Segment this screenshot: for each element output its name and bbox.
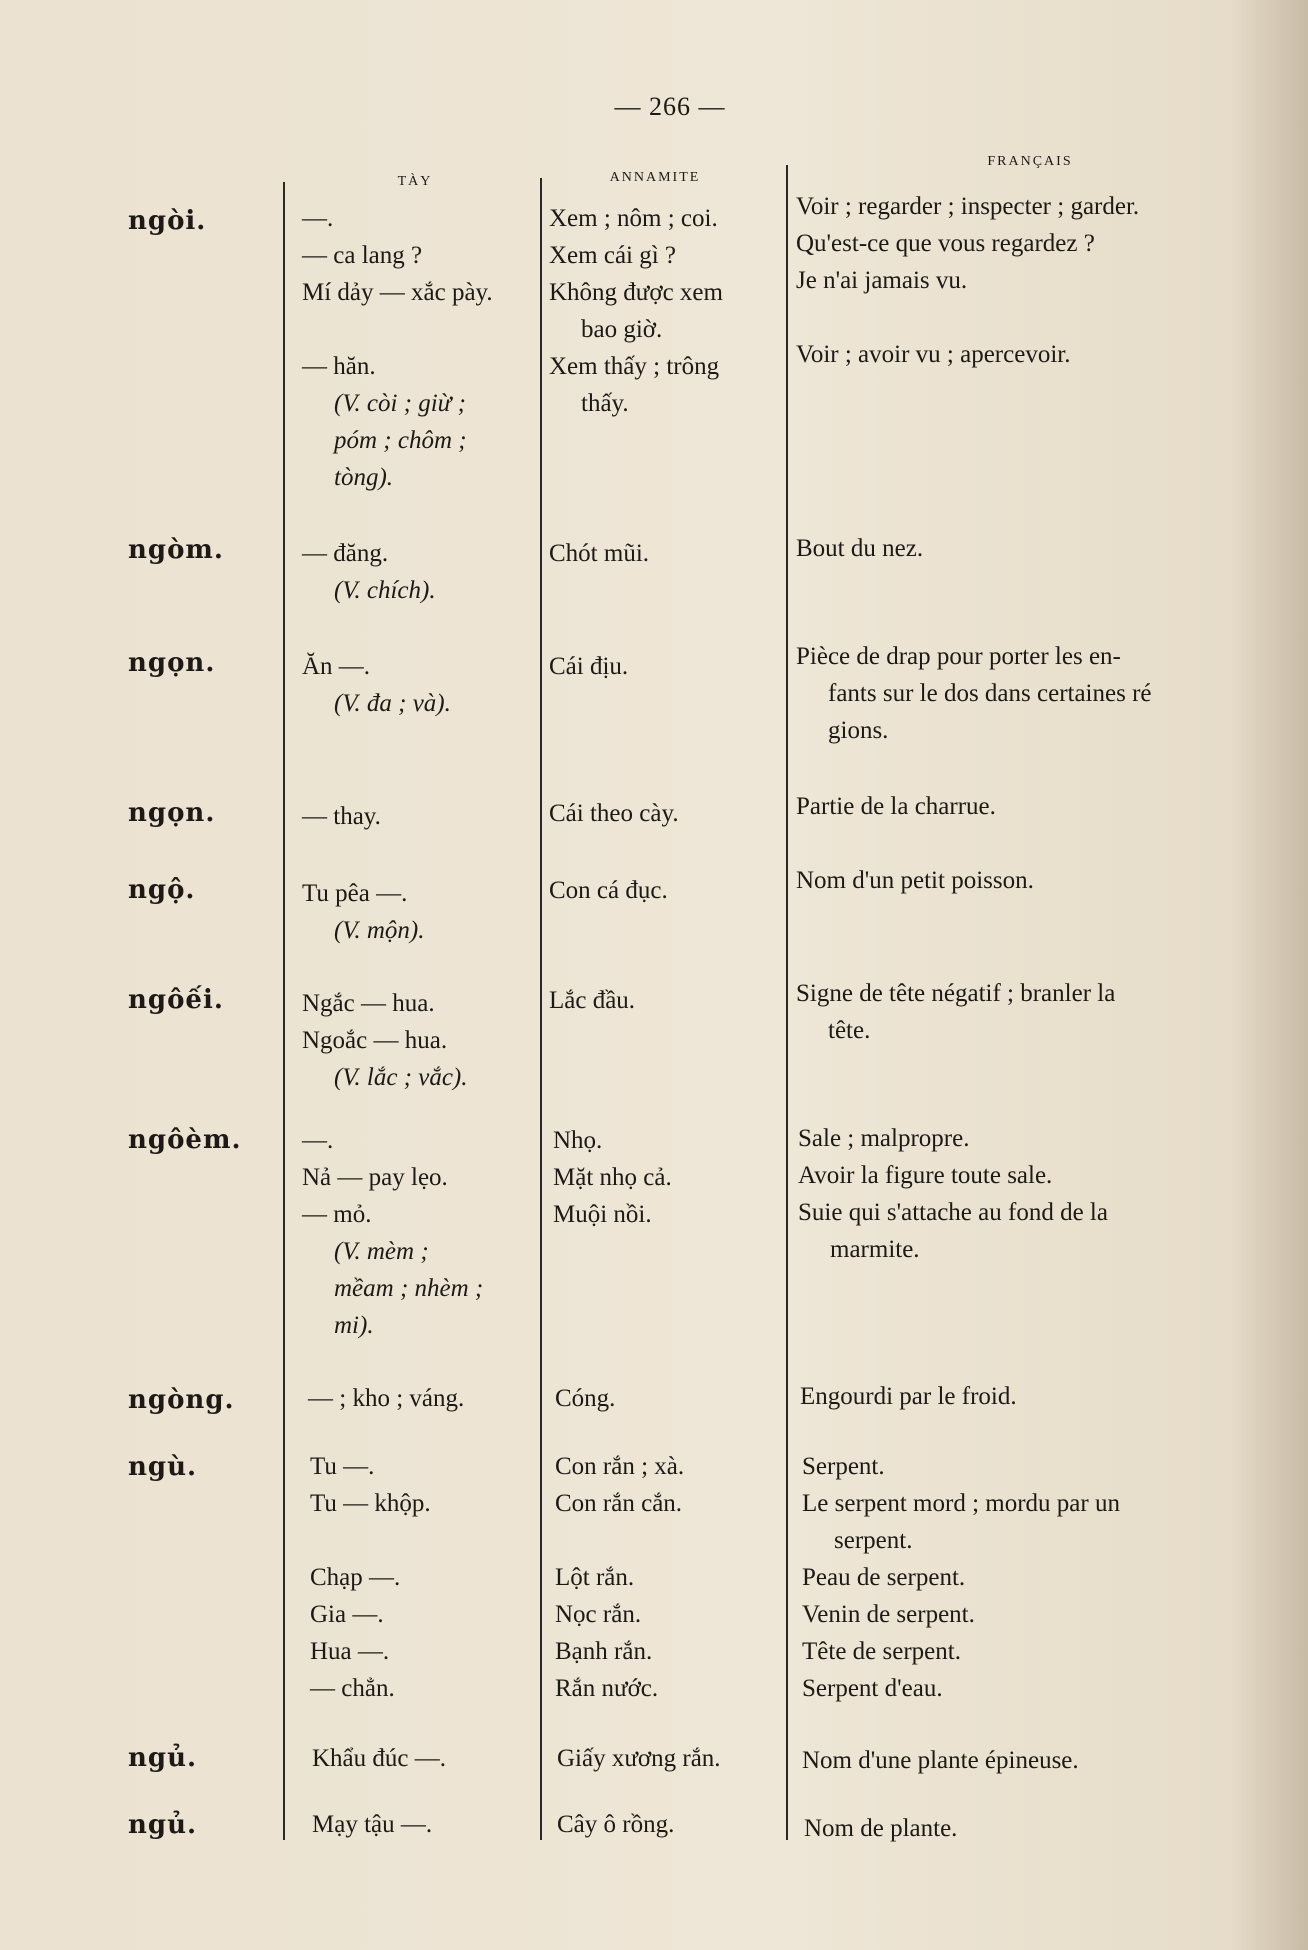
annamite-column: [555, 1380, 615, 1417]
francais-line: Le serpent mord ; mordu par un: [802, 1490, 1120, 1517]
annamite-column: [557, 1740, 721, 1777]
francais-line: Venin de serpent.: [802, 1601, 975, 1628]
tay-line: — ca lang ?: [302, 242, 423, 269]
tay-line: Mạy tậu —.: [312, 1811, 433, 1838]
annamite-column: [549, 535, 649, 572]
annamite-column: [557, 1806, 674, 1843]
francais-line: Serpent d'eau.: [802, 1675, 943, 1702]
tay-line: Chạp —.: [310, 1564, 401, 1591]
tay-line: Gia —.: [310, 1601, 384, 1628]
francais-line: Bout du nez.: [796, 535, 924, 562]
tay-line: Ngoắc — hua.: [302, 1027, 448, 1054]
francais-line: Pièce de drap pour porter les en-: [796, 643, 1121, 670]
annamite-column: [555, 1448, 684, 1707]
annamite-line: Nọc rắn.: [555, 1601, 642, 1628]
annamite-column: [549, 872, 668, 909]
annamite-line: Xem thấy ; trông: [549, 353, 720, 380]
tay-line: Hua —.: [310, 1638, 390, 1665]
francais-column: [800, 1378, 1017, 1415]
tay-column: [312, 1740, 446, 1777]
francais-column: [796, 788, 996, 825]
annamite-line: Chót mũi.: [549, 540, 650, 567]
headword: ngộ.: [128, 875, 196, 905]
page-number: — 266 —: [614, 92, 726, 121]
francais-line: Je n'ai jamais vu.: [796, 267, 968, 294]
annamite-line: Cóng.: [555, 1385, 616, 1412]
tay-line: — mỏ.: [302, 1201, 372, 1228]
tay-column: [302, 985, 468, 1096]
annamite-line: thấy.: [581, 390, 629, 417]
tay-line: Nả — pay lẹo.: [302, 1164, 448, 1191]
annamite-column: [549, 982, 635, 1019]
column-header-annamite: ANNAMITE: [609, 170, 701, 185]
annamite-line: Nhọ.: [553, 1127, 603, 1154]
headword: ngọn.: [128, 648, 216, 678]
francais-column: [796, 530, 923, 567]
annamite-column: [549, 795, 679, 832]
column-header-francais: FRANÇAIS: [987, 154, 1073, 169]
francais-line: fants sur le dos dans certaines ré: [828, 680, 1152, 707]
tay-line: tòng).: [334, 464, 394, 491]
tay-line: —.: [302, 205, 334, 232]
francais-line: Tête de serpent.: [802, 1638, 961, 1665]
tay-line: —.: [302, 1127, 334, 1154]
tay-line: (V. đa ; và).: [334, 690, 451, 717]
tay-column: [308, 1380, 464, 1417]
annamite-column: [549, 648, 628, 685]
francais-line: Engourdi par le froid.: [800, 1383, 1017, 1410]
francais-line: tête.: [828, 1017, 871, 1044]
tay-column: [302, 875, 425, 949]
tay-column: [310, 1448, 431, 1707]
francais-line: Sale ; malpropre.: [798, 1125, 970, 1152]
tay-line: [310, 1522, 431, 1559]
francais-line: Suie qui s'attache au fond de la: [798, 1199, 1108, 1226]
tay-line: (V. mộn).: [334, 917, 425, 944]
tay-line: — đăng.: [302, 540, 389, 567]
annamite-line: Bạnh rắn.: [555, 1638, 653, 1665]
francais-line: Voir ; avoir vu ; apercevoir.: [796, 341, 1071, 368]
annamite-column: [549, 200, 723, 422]
tay-column: [302, 535, 436, 609]
annamite-line: Không được xem: [549, 279, 723, 306]
tay-line: — chẳn.: [310, 1675, 395, 1702]
headword: ngòi.: [128, 206, 207, 236]
annamite-line: Rắn nước.: [555, 1675, 659, 1702]
francais-column: [796, 638, 1152, 749]
francais-line: [796, 299, 1139, 336]
francais-line: gions.: [828, 717, 889, 744]
column-rule-2: [540, 178, 542, 1840]
annamite-line: Con cá đục.: [549, 877, 668, 904]
tay-line: Tu — khộp.: [310, 1490, 431, 1517]
tay-line: póm ; chôm ;: [334, 427, 467, 454]
annamite-line: Giấy xương rắn.: [557, 1745, 721, 1772]
headword: ngòng.: [128, 1385, 235, 1415]
tay-column: [302, 200, 493, 496]
tay-line: — thay.: [302, 803, 381, 830]
headword: ngọn.: [128, 798, 216, 828]
tay-line: Mí dảy — xắc pày.: [302, 279, 493, 306]
francais-column: [796, 862, 1034, 899]
tay-line: (V. còi ; giừ ;: [334, 390, 466, 417]
annamite-line: Mặt nhọ cả.: [553, 1164, 672, 1191]
francais-line: Voir ; regarder ; inspecter ; garder.: [796, 193, 1140, 220]
column-rule-3: [786, 165, 788, 1840]
headword: ngòm.: [128, 535, 224, 565]
francais-line: Serpent.: [802, 1453, 885, 1480]
annamite-line: Cái theo cày.: [549, 800, 679, 827]
column-header-tay: TÀY: [397, 174, 433, 189]
tay-line: mềam ; nhèm ;: [334, 1275, 484, 1302]
tay-column: [312, 1806, 432, 1843]
tay-line: (V. chích).: [334, 577, 436, 604]
francais-column: [802, 1448, 1120, 1707]
tay-line: mi).: [334, 1312, 374, 1339]
tay-line: — hăn.: [302, 353, 376, 380]
headword: ngủ.: [128, 1743, 198, 1773]
tay-line: Ăn —.: [302, 653, 371, 680]
tay-column: [302, 1122, 483, 1344]
francais-column: [804, 1810, 957, 1847]
francais-column: [798, 1120, 1108, 1268]
tay-line: [302, 311, 493, 348]
annamite-line: Cây ô rồng.: [557, 1811, 675, 1838]
tay-line: — ; kho ; váng.: [308, 1385, 465, 1412]
francais-line: Peau de serpent.: [802, 1564, 966, 1591]
francais-line: Avoir la figure toute sale.: [798, 1162, 1053, 1189]
annamite-line: Lắc đầu.: [549, 987, 636, 1014]
francais-column: [802, 1742, 1079, 1779]
annamite-line: Con rắn cắn.: [555, 1490, 683, 1517]
francais-line: serpent.: [834, 1527, 913, 1554]
annamite-line: Lột rắn.: [555, 1564, 635, 1591]
francais-line: Signe de tête négatif ; branler la: [796, 980, 1116, 1007]
annamite-column: [553, 1122, 672, 1233]
francais-column: [796, 975, 1115, 1049]
annamite-line: Xem ; nôm ; coi.: [549, 205, 718, 232]
francais-line: marmite.: [830, 1236, 920, 1263]
tay-line: Tu —.: [310, 1453, 375, 1480]
francais-line: Partie de la charrue.: [796, 793, 996, 820]
tay-line: (V. mèm ;: [334, 1238, 429, 1265]
headword: ngủ.: [128, 1810, 198, 1840]
annamite-line: Con rắn ; xà.: [555, 1453, 685, 1480]
francais-column: [796, 188, 1139, 373]
tay-line: Khẩu đúc —.: [312, 1745, 446, 1772]
headword: ngôếi.: [128, 985, 224, 1015]
annamite-line: Muội nồi.: [553, 1201, 652, 1228]
annamite-line: bao giờ.: [581, 316, 663, 343]
francais-line: Nom d'une plante épineuse.: [802, 1747, 1079, 1774]
annamite-line: [555, 1522, 684, 1559]
headword: ngù.: [128, 1452, 198, 1482]
francais-line: Nom de plante.: [804, 1815, 958, 1842]
tay-line: (V. lắc ; vắc).: [334, 1064, 468, 1091]
tay-column: [302, 798, 381, 835]
tay-line: Tu pêa —.: [302, 880, 408, 907]
column-rule-1: [283, 182, 285, 1840]
annamite-line: Xem cái gì ?: [549, 242, 677, 269]
francais-line: Qu'est-ce que vous regardez ?: [796, 230, 1095, 257]
tay-column: [302, 648, 451, 722]
tay-line: Ngắc — hua.: [302, 990, 435, 1017]
annamite-line: Cái địu.: [549, 653, 629, 680]
francais-line: Nom d'un petit poisson.: [796, 867, 1034, 894]
headword: ngôèm.: [128, 1125, 242, 1155]
